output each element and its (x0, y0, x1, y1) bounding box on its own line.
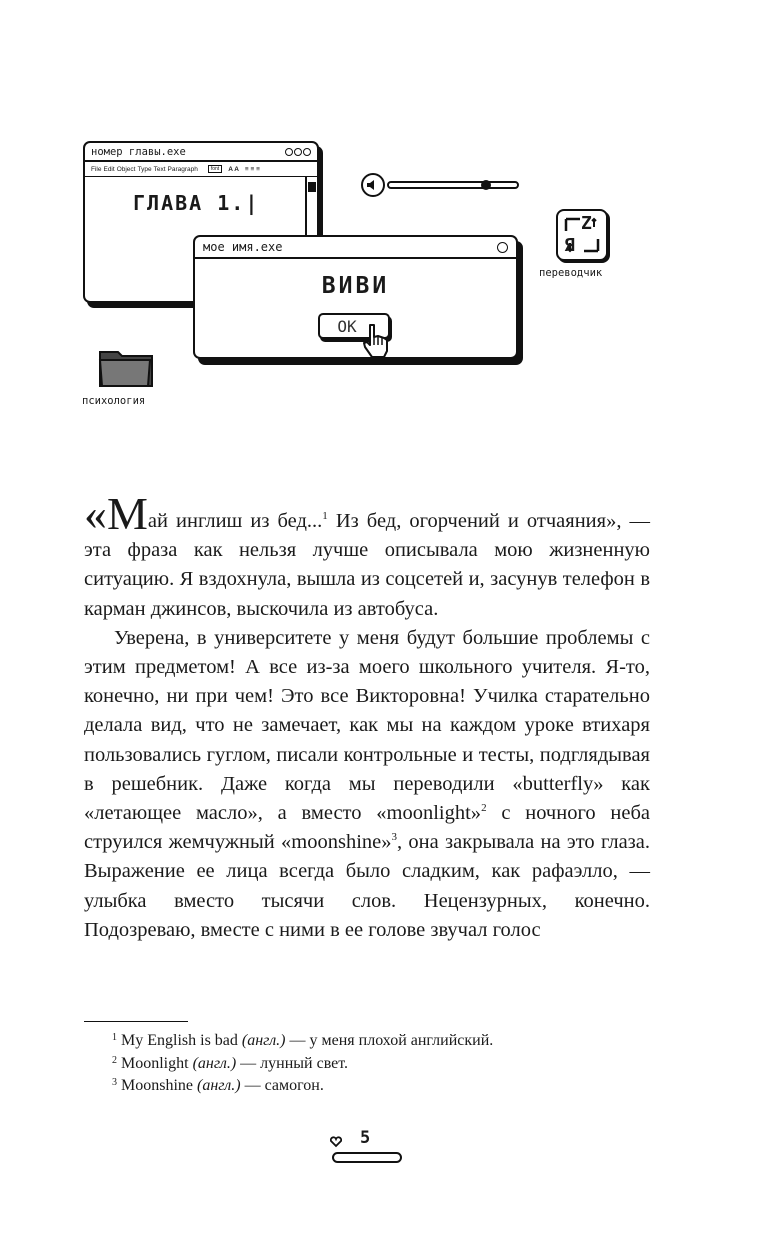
paragraph (84, 624, 650, 945)
scrollbar-thumb (308, 182, 316, 192)
chapter-window-title: номер главы.exe (91, 145, 186, 158)
folder-icon (98, 346, 154, 388)
footnote-text: My English is bad (121, 1032, 242, 1049)
speaker-icon (361, 173, 385, 197)
menu-item-paragraph: Paragraph (167, 165, 198, 173)
footnote-text: — самогон. (240, 1077, 324, 1095)
footnote-mark: 1 (112, 1032, 117, 1043)
window-control-icon (294, 148, 302, 156)
text-size-controls: A A (228, 165, 239, 173)
window-controls (285, 148, 311, 156)
ok-button-label: OK (337, 316, 357, 336)
chapter-window-menubar (85, 162, 317, 177)
footnote-text: — лунный свет. (236, 1054, 349, 1072)
footnotes (112, 1030, 652, 1098)
menu-item-file: File (91, 165, 102, 173)
window-control-icon (303, 148, 311, 156)
letter-z-glyph: Z (581, 213, 592, 234)
body-text (84, 488, 650, 945)
page-number-text: 5 (360, 1128, 371, 1148)
volume-slider (361, 173, 519, 197)
heart-icon (330, 1136, 342, 1148)
footnote (112, 1075, 652, 1098)
chapter-window-titlebar (85, 143, 317, 162)
character-name: ВИВИ (321, 273, 390, 299)
psychology-label: психология (82, 395, 146, 407)
footnote-ref: 3 (391, 831, 397, 844)
menu-item-object: Object (116, 165, 136, 173)
footnote-text: Moonshine (121, 1077, 197, 1095)
footnote-text: — у меня плохой английский. (285, 1032, 494, 1049)
paragraph-text: Уверена, в университете у меня будут большие проблемы с этим предметом! А все из-за моего школьного учителя. Я-то, конечно, ни при чем! Это все Викторовна! Училка старательно делала вид, что не замечает, как мы на каждом уроке втихаря пользовались гуглом, писали контрольные и тесты, подглядывая в решебник. Даже когда мы переводили «butterfly» как «летающее масло», а вместо «moonlight» (84, 626, 650, 825)
footnote-ref: 2 (481, 802, 487, 815)
menu-item-type: Type (137, 165, 152, 173)
window-control-icon (285, 148, 293, 156)
translator-app-icon (556, 209, 608, 261)
font-size-box: font (208, 165, 222, 173)
letter-ya-glyph: Я (564, 235, 575, 256)
paragraph-text: ай инглиш из бед... (147, 510, 323, 532)
name-window-title: мое имя.exe (203, 240, 283, 254)
footnote-mark: 2 (112, 1054, 117, 1066)
align-icon: ≡ ≡ ≡ (244, 165, 260, 173)
footnote-ref: 1 (322, 510, 328, 522)
translator-label: переводчик (539, 267, 603, 279)
paragraph-text: , она закрывала на это глаза. Выражение ее лица всегда было сладким, как рафаэлло, — улыбка вместо тысячи слов. Нецензурных, конечно. Подозреваю, вместе с ними в ее голове звучал голос (84, 831, 650, 941)
footnote-lang: (англ.) (197, 1077, 241, 1095)
menu-item-edit: Edit (103, 165, 115, 173)
hand-cursor-icon (362, 323, 390, 361)
paragraph-text: Из бед, огорчений и отчаяния», — эта фраза как нельзя лучше описывала мою жизненную ситуацию. Я вздохнула, вышла из соцсетей и, засунув телефон в карман джинсов, выскочила из автобуса. (84, 510, 650, 620)
my-name-window (193, 235, 518, 359)
chapter-heading: ГЛАВА 1.| (133, 191, 260, 215)
footnote (112, 1053, 652, 1076)
footnote-mark: 3 (112, 1077, 117, 1089)
page-number (330, 1128, 406, 1168)
menu-item-text: Text (153, 165, 166, 173)
footnote-text: Moonlight (121, 1054, 193, 1072)
slider-track (387, 181, 519, 189)
footnote (112, 1030, 652, 1053)
footnote-divider (84, 1021, 188, 1022)
name-window-titlebar (195, 237, 516, 259)
paragraph (84, 488, 650, 624)
slider-handle (481, 180, 491, 190)
paragraph-text: с ночного неба струился жемчужный «moonshine» (84, 802, 650, 854)
drop-cap: «М (84, 488, 148, 539)
page-number-bar (332, 1152, 402, 1163)
footnote-lang: (англ.) (192, 1054, 237, 1072)
footnote-lang: (англ.) (241, 1032, 286, 1049)
window-control-icon (497, 242, 508, 253)
